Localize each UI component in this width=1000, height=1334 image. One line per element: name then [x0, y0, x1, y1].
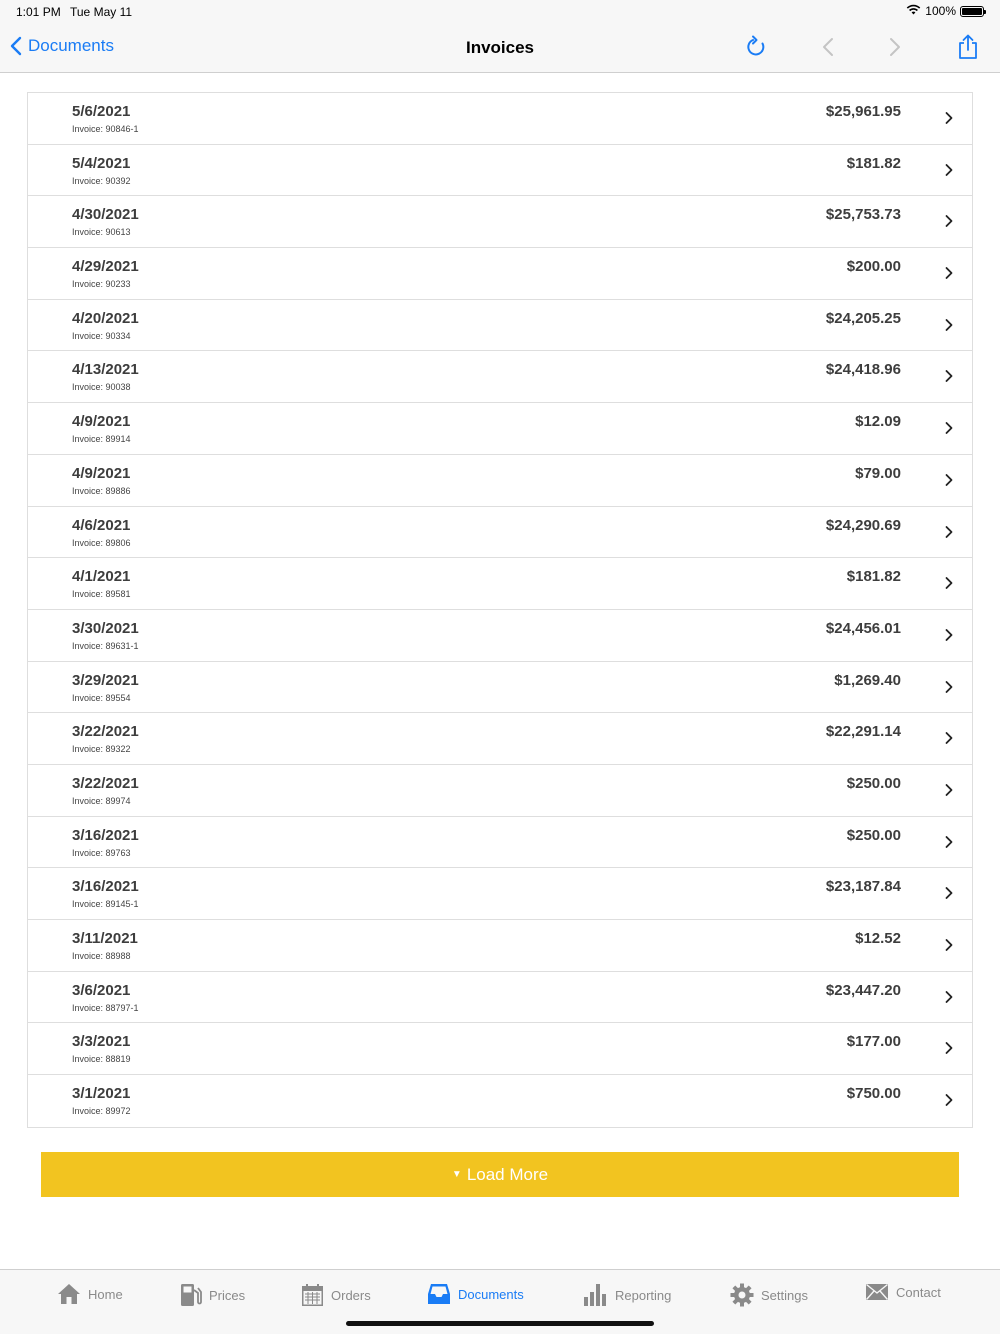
next-button[interactable]: [882, 34, 908, 60]
invoice-number: Invoice: 90233: [72, 279, 131, 290]
invoice-number: Invoice: 90334: [72, 330, 131, 341]
chevron-right-icon: [944, 576, 954, 590]
tab-prices[interactable]: [180, 1283, 245, 1307]
invoice-date: 4/9/2021: [72, 413, 131, 431]
battery-icon: [960, 6, 984, 17]
invoice-date: 4/29/2021: [72, 258, 139, 276]
invoice-number: Invoice: 89972: [72, 1106, 131, 1117]
invoice-date: 3/22/2021: [72, 774, 139, 792]
invoice-amount: $25,961.95: [825, 103, 901, 120]
status-indicators: [906, 4, 984, 18]
fuel-pump-icon: [180, 1283, 202, 1307]
invoice-row[interactable]: [28, 403, 972, 455]
invoice-amount: $12.09: [855, 413, 901, 431]
invoice-date: 4/1/2021: [72, 568, 131, 586]
invoice-amount: $24,205.25: [825, 309, 901, 327]
refresh-icon: [744, 35, 768, 59]
battery-percentage: 100%: [925, 4, 956, 18]
invoice-amount: $1,269.40: [834, 671, 901, 689]
invoice-number: Invoice: 89806: [72, 537, 131, 548]
status-time: 1:01 PM: [16, 5, 61, 19]
invoice-date: 5/4/2021: [72, 154, 131, 172]
chevron-right-icon: [944, 421, 954, 435]
invoice-row[interactable]: [28, 610, 972, 662]
invoice-row[interactable]: [28, 351, 972, 403]
invoice-date: 4/6/2021: [72, 516, 131, 534]
invoice-list: [27, 92, 973, 1128]
invoice-amount: $23,447.20: [825, 981, 901, 999]
invoice-date: 4/13/2021: [72, 361, 139, 379]
invoice-amount: $24,290.69: [825, 516, 901, 534]
chevron-right-icon: [944, 835, 954, 849]
page-title: Invoices: [465, 38, 535, 57]
invoice-number: Invoice: 89631-1: [72, 640, 139, 651]
envelope-icon: [865, 1283, 889, 1301]
invoice-row[interactable]: [28, 145, 972, 197]
invoice-amount: $200.00: [846, 258, 901, 276]
invoice-amount: $250.00: [846, 774, 901, 792]
invoice-amount: $750.00: [846, 1085, 901, 1103]
chevron-right-icon: [944, 680, 954, 694]
invoice-row[interactable]: [28, 920, 972, 972]
invoice-amount: $23,187.84: [825, 878, 901, 896]
invoice-number: Invoice: 90846-1: [72, 124, 139, 134]
share-button[interactable]: [955, 34, 981, 60]
back-button[interactable]: [10, 36, 114, 56]
invoice-date: 4/20/2021: [72, 309, 139, 327]
invoice-row[interactable]: [28, 507, 972, 559]
invoice-row[interactable]: [28, 765, 972, 817]
invoice-number: Invoice: 89763: [72, 847, 131, 858]
invoice-amount: $22,291.14: [825, 723, 901, 741]
invoice-date: 3/11/2021: [72, 930, 138, 947]
invoice-date: 3/1/2021: [72, 1085, 131, 1103]
inbox-icon: [427, 1283, 451, 1305]
invoice-number: Invoice: 89322: [72, 744, 131, 755]
invoice-number: Invoice: 90038: [72, 382, 131, 393]
invoice-date: 3/29/2021: [72, 671, 139, 689]
chevron-right-icon: [944, 473, 954, 487]
invoice-number: Invoice: 88797-1: [72, 1002, 139, 1013]
gear-icon: [730, 1283, 754, 1307]
chevron-right-icon: [944, 111, 954, 125]
tab-documents[interactable]: [427, 1283, 524, 1305]
chevron-right-icon: [944, 628, 954, 642]
chevron-right-icon: [944, 266, 954, 280]
invoice-amount: $25,753.73: [825, 206, 901, 224]
home-indicator: [346, 1321, 654, 1326]
invoice-number: Invoice: 89145-1: [72, 899, 139, 910]
chevron-right-icon: [944, 731, 954, 745]
invoice-number: Invoice: 89554: [72, 692, 131, 703]
invoice-row[interactable]: [28, 1075, 972, 1127]
invoice-number: Invoice: 88988: [72, 951, 131, 961]
invoice-date: 3/6/2021: [72, 981, 131, 999]
chevron-right-icon: [944, 318, 954, 332]
invoice-date: 4/9/2021: [72, 464, 131, 482]
invoice-row[interactable]: [28, 662, 972, 714]
caret-down-icon: ▼: [451, 1169, 462, 1180]
invoice-amount: $181.82: [846, 568, 901, 586]
invoice-row[interactable]: [28, 248, 972, 300]
tab-settings[interactable]: [730, 1283, 808, 1307]
tab-contact-label: Contact: [896, 1284, 941, 1300]
invoice-row[interactable]: [28, 868, 972, 920]
chevron-right-icon: [944, 1041, 954, 1055]
load-more-button[interactable]: [41, 1152, 959, 1197]
invoice-row[interactable]: [28, 455, 972, 507]
chevron-left-icon: [822, 37, 834, 57]
refresh-button[interactable]: [743, 34, 769, 60]
invoice-date: 3/30/2021: [72, 619, 139, 637]
tab-orders[interactable]: [301, 1283, 371, 1307]
chevron-right-icon: [944, 938, 954, 952]
chevron-right-icon: [944, 525, 954, 539]
invoice-amount: $79.00: [855, 464, 901, 482]
back-button-label: Documents: [28, 36, 114, 55]
invoice-date: 3/22/2021: [72, 723, 139, 741]
chevron-right-icon: [944, 783, 954, 797]
invoice-date: 5/6/2021: [72, 103, 131, 120]
invoice-amount: $24,456.01: [825, 619, 901, 637]
share-icon: [957, 34, 979, 60]
load-more-label: Load More: [466, 1164, 549, 1184]
invoice-date: 3/16/2021: [72, 878, 139, 896]
tab-settings-label: Settings: [761, 1287, 808, 1303]
invoice-amount: $12.52: [855, 930, 901, 947]
invoice-number: Invoice: 89914: [72, 434, 131, 445]
chevron-right-icon: [889, 37, 901, 57]
calendar-icon: [301, 1283, 324, 1307]
invoice-number: Invoice: 88819: [72, 1054, 131, 1065]
invoice-amount: $250.00: [846, 826, 901, 844]
invoice-row[interactable]: [28, 93, 972, 145]
invoice-amount: $177.00: [846, 1033, 901, 1051]
invoice-row[interactable]: [28, 972, 972, 1024]
invoice-row[interactable]: [28, 300, 972, 352]
chevron-left-icon: [10, 36, 22, 56]
previous-button[interactable]: [815, 34, 841, 60]
invoice-number: Invoice: 90392: [72, 175, 131, 186]
invoice-number: Invoice: 89886: [72, 485, 131, 496]
invoice-row[interactable]: [28, 713, 972, 765]
chevron-right-icon: [944, 214, 954, 228]
invoice-date: 4/30/2021: [72, 206, 139, 224]
tab-documents-label: Documents: [458, 1286, 524, 1302]
tab-contact[interactable]: [865, 1283, 941, 1301]
chevron-right-icon: [944, 990, 954, 1004]
navigation-bar: [0, 24, 1000, 73]
tab-reporting-label: Reporting: [615, 1287, 672, 1303]
invoice-row[interactable]: [28, 817, 972, 869]
status-bar: [0, 0, 1000, 24]
home-icon: [57, 1283, 81, 1305]
status-date: Tue May 11: [70, 5, 133, 19]
chevron-right-icon: [944, 163, 954, 177]
tab-home-label: Home: [88, 1286, 123, 1302]
invoice-row[interactable]: [28, 196, 972, 248]
invoice-amount: $24,418.96: [825, 361, 901, 379]
invoice-number: Invoice: 89974: [72, 795, 131, 806]
invoice-row[interactable]: [28, 1023, 972, 1075]
invoice-number: Invoice: 89581: [72, 589, 131, 600]
chevron-right-icon: [944, 369, 954, 383]
invoice-date: 3/3/2021: [72, 1033, 131, 1051]
chevron-right-icon: [944, 886, 954, 900]
tab-orders-label: Orders: [331, 1287, 371, 1303]
tab-reporting[interactable]: [583, 1283, 671, 1307]
tab-prices-label: Prices: [209, 1287, 246, 1303]
wifi-icon: [906, 4, 921, 18]
invoice-number: Invoice: 90613: [72, 227, 131, 238]
bar-chart-icon: [583, 1283, 608, 1307]
tab-home[interactable]: [57, 1283, 123, 1305]
invoice-amount: $181.82: [846, 154, 901, 172]
invoice-row[interactable]: [28, 558, 972, 610]
invoice-date: 3/16/2021: [72, 826, 139, 844]
chevron-right-icon: [944, 1093, 954, 1107]
